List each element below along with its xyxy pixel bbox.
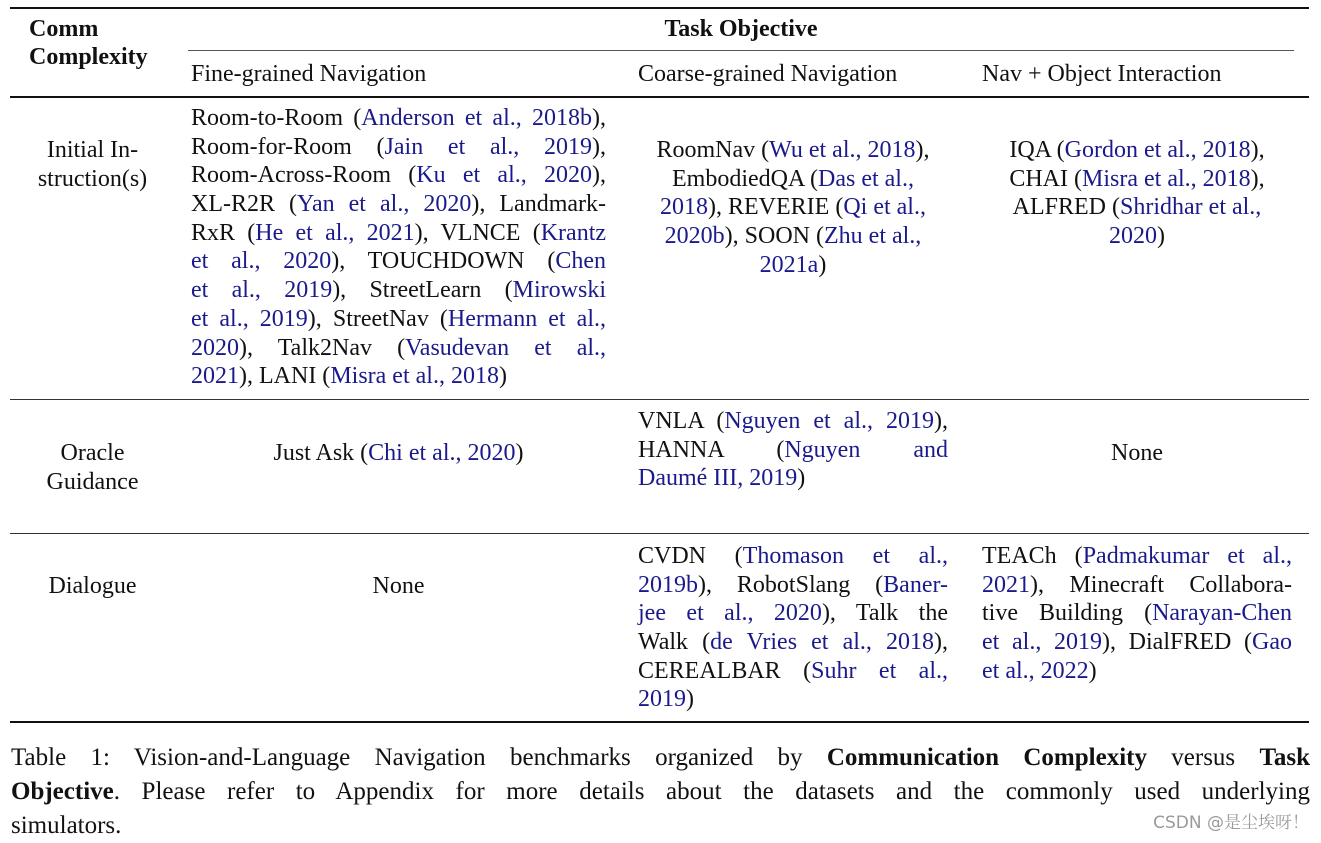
- citation-link[interactable]: de Vries et al., 2018: [710, 629, 934, 656]
- row-header-label-line2: Complexity: [29, 44, 148, 70]
- citation-link[interactable]: Krantz: [540, 219, 607, 246]
- citation-link[interactable]: Nguyen and: [784, 436, 948, 463]
- text: tive Building (: [982, 600, 1153, 627]
- cell-dialogue-fine-grained: [191, 572, 606, 601]
- citation-link[interactable]: 2020b: [664, 223, 725, 250]
- bold-text: Communication Complexity: [826, 744, 1147, 771]
- caption-line-3: [11, 809, 1310, 843]
- cell-line: [191, 133, 606, 162]
- row-header-label-line1: Comm: [29, 16, 99, 42]
- text: CEREALBAR (: [638, 657, 812, 684]
- text: IQA (: [1009, 137, 1065, 163]
- text: ), SOON (: [724, 223, 824, 250]
- bold-text: Objective: [11, 778, 114, 805]
- cell-line: [638, 165, 948, 194]
- citation-link[interactable]: Thomason et al.,: [742, 543, 949, 569]
- text: ALFRED (: [1012, 194, 1121, 221]
- citation-link[interactable]: Wu et al., 2018: [769, 137, 916, 163]
- citation-link[interactable]: Misra et al., 2018: [1082, 165, 1251, 192]
- table-caption: [11, 741, 1310, 843]
- text: ), Talk the: [821, 600, 948, 627]
- cell-initial-nav-object: [982, 136, 1292, 251]
- cell-line: [638, 407, 948, 436]
- text: ): [797, 465, 806, 492]
- cell-line: [191, 305, 606, 334]
- caption-line-2: [11, 775, 1310, 809]
- cell-line: [982, 165, 1292, 194]
- cell-line: [982, 439, 1292, 468]
- citation-link[interactable]: Chi et al., 2020: [368, 440, 516, 466]
- row-label-initial-instructions: Initial In- struction(s): [37, 137, 148, 192]
- citation-link[interactable]: 2021a: [759, 251, 819, 278]
- citation-link[interactable]: Suhr et al.,: [811, 657, 949, 684]
- text: ), Talk2Nav (: [239, 334, 406, 361]
- citation-link[interactable]: jee et al., 2020: [638, 600, 822, 627]
- text: ),: [915, 137, 930, 163]
- text: ): [515, 440, 524, 466]
- citation-link[interactable]: Narayan-Chen: [1152, 600, 1292, 627]
- text: simulators.: [11, 812, 122, 839]
- text: ): [1088, 657, 1097, 684]
- citation-link[interactable]: Chen: [555, 248, 606, 275]
- row-label-oracle-guidance: Oracle Guidance: [46, 440, 139, 495]
- text: ),: [591, 133, 606, 160]
- citation-link[interactable]: 2018: [660, 194, 709, 221]
- cell-line: [982, 628, 1292, 657]
- citation-link[interactable]: 2020: [1109, 223, 1157, 250]
- citation-link[interactable]: Padmakumar et al.,: [1082, 543, 1293, 569]
- text: Room-for-Room (: [191, 133, 385, 160]
- cell-line: [982, 657, 1292, 686]
- cell-line: [982, 136, 1292, 165]
- cell-oracle-fine-grained: [191, 439, 606, 468]
- text: Walk (: [638, 629, 711, 656]
- citation-link[interactable]: Ku et al., 2020: [416, 162, 592, 189]
- cell-line: [191, 276, 606, 305]
- cell-line: [982, 193, 1292, 222]
- citation-link[interactable]: Qi et al.,: [843, 194, 926, 221]
- text: ),: [934, 629, 948, 656]
- citation-link[interactable]: Anderson et al., 2018b: [361, 105, 592, 131]
- citation-link[interactable]: 2021: [191, 363, 239, 390]
- citation-link[interactable]: Baner-: [883, 571, 948, 598]
- row-separator-1: [10, 399, 1309, 400]
- cell-line: [638, 222, 948, 251]
- text: None: [372, 573, 425, 599]
- citation-link[interactable]: Yan et al., 2020: [297, 191, 472, 218]
- text: Just Ask (: [273, 440, 369, 466]
- text: ), TOUCHDOWN (: [331, 248, 556, 275]
- cell-line: [191, 161, 606, 190]
- cell-line: [638, 464, 948, 493]
- text: ),: [934, 408, 949, 434]
- text: CVDN (: [638, 543, 743, 569]
- text: Table 1: Vision-and-Language Navigation benchmarks organized by: [11, 744, 827, 771]
- citation-link[interactable]: 2019: [638, 686, 686, 713]
- citation-link[interactable]: Gordon et al., 2018: [1064, 137, 1251, 163]
- cell-line: [982, 599, 1292, 628]
- citation-link[interactable]: Das et al.,: [818, 165, 914, 192]
- citation-link[interactable]: 2019b: [638, 571, 698, 598]
- text: VNLA (: [638, 408, 725, 434]
- cell-dialogue-nav-object: [982, 542, 1292, 685]
- cell-line: [982, 542, 1292, 571]
- cell-line: [638, 657, 948, 686]
- text: CHAI (: [1009, 165, 1082, 192]
- text: ),: [592, 105, 606, 131]
- cell-line: [638, 136, 948, 165]
- citation-link[interactable]: Shridhar et al.,: [1120, 194, 1262, 221]
- cell-dialogue-coarse-grained: [638, 542, 948, 714]
- citation-link[interactable]: Hermann et al.,: [447, 305, 606, 332]
- cell-line: [191, 362, 606, 391]
- citation-link[interactable]: et al., 2022: [982, 657, 1089, 684]
- citation-link[interactable]: et al., 2019: [982, 629, 1102, 656]
- cell-line: [982, 571, 1292, 600]
- cell-line: [191, 219, 606, 248]
- text: RxR (: [191, 219, 256, 246]
- citation-link[interactable]: Jain et al., 2019: [384, 133, 592, 160]
- table-bottom-rule: [10, 721, 1309, 723]
- cell-line: [638, 542, 948, 571]
- cell-line: [191, 190, 606, 219]
- bold-text: Task: [1259, 744, 1310, 771]
- text: . Please refer to Appendix for more details about the datasets and the commonly used underlying: [113, 778, 1310, 805]
- citation-link[interactable]: Misra et al., 2018: [330, 363, 499, 390]
- text: Room-to-Room (: [191, 105, 362, 131]
- citation-link[interactable]: et al., 2020: [191, 248, 332, 275]
- cell-line: [191, 334, 606, 363]
- row-separator-2: [10, 533, 1309, 534]
- cell-line: [191, 104, 606, 133]
- text: ),: [1250, 137, 1265, 163]
- citation-link[interactable]: et al., 2019: [191, 305, 308, 332]
- text: HANNA (: [638, 436, 785, 463]
- task-objective-group-header: Task Objective: [664, 16, 818, 42]
- citation-link[interactable]: et al., 2019: [191, 277, 333, 304]
- citation-link[interactable]: Zhu et al.,: [824, 223, 922, 250]
- citation-link[interactable]: Gao: [1252, 629, 1292, 656]
- cell-line: [638, 571, 948, 600]
- text: RoomNav (: [656, 137, 770, 163]
- text: ), DialFRED (: [1102, 629, 1253, 656]
- cell-line: [638, 599, 948, 628]
- text: ), StreetLearn (: [332, 277, 513, 304]
- citation-link[interactable]: Daumé III, 2019: [638, 465, 798, 492]
- text: ), RobotSlang (: [698, 571, 884, 598]
- column-header-fine-grained: Fine-grained Navigation: [191, 61, 427, 87]
- text: ): [1157, 223, 1165, 250]
- cell-line: [638, 251, 948, 280]
- text: ), VLNCE (: [414, 219, 541, 246]
- table-top-rule: [10, 7, 1309, 9]
- task-objective-cmidrule: [188, 50, 1294, 51]
- cell-line: [191, 439, 606, 468]
- text: Room-Across-Room (: [191, 162, 417, 189]
- cell-initial-fine-grained: [191, 104, 606, 391]
- citation-link[interactable]: 2021: [982, 571, 1030, 598]
- text: XL-R2R (: [191, 191, 298, 218]
- text: ), Landmark-: [471, 191, 606, 218]
- citation-link[interactable]: Nguyen et al., 2019: [724, 408, 935, 434]
- cell-line: [191, 572, 606, 601]
- text: ),: [592, 162, 606, 189]
- cell-line: [191, 247, 606, 276]
- text: ), StreetNav (: [307, 305, 448, 332]
- cell-initial-coarse-grained: [638, 136, 948, 279]
- header-bottom-rule: [10, 96, 1309, 98]
- citation-link[interactable]: He et al., 2021: [255, 219, 415, 246]
- citation-link[interactable]: Mirowski: [512, 277, 606, 304]
- cell-line: [638, 685, 948, 714]
- text: EmbodiedQA (: [672, 165, 818, 192]
- text: ), REVERIE (: [708, 194, 844, 221]
- csdn-watermark: CSDN @是尘埃呀！: [1153, 813, 1309, 833]
- text: None: [1111, 440, 1163, 466]
- row-label-dialogue: Dialogue: [48, 573, 137, 599]
- citation-link[interactable]: 2020: [191, 334, 239, 361]
- text: versus: [1146, 744, 1260, 771]
- cell-oracle-nav-object: [982, 439, 1292, 468]
- text: ),: [1250, 165, 1265, 192]
- cell-line: [638, 628, 948, 657]
- cell-line: [982, 222, 1292, 251]
- cell-oracle-coarse-grained: [638, 407, 948, 493]
- caption-line-1: [11, 741, 1310, 775]
- cell-line: [638, 193, 948, 222]
- text: ), Minecraft Collabora-: [1030, 571, 1292, 598]
- text: ): [686, 686, 694, 713]
- column-header-coarse-grained: Coarse-grained Navigation: [638, 61, 898, 87]
- citation-link[interactable]: Vasudevan et al.,: [405, 334, 607, 361]
- cell-line: [638, 436, 948, 465]
- text: ): [818, 251, 827, 278]
- text: ): [498, 363, 507, 390]
- text: ), LANI (: [239, 363, 331, 390]
- column-header-nav-object: Nav + Object Interaction: [982, 61, 1222, 87]
- text: TEACh (: [982, 543, 1083, 569]
